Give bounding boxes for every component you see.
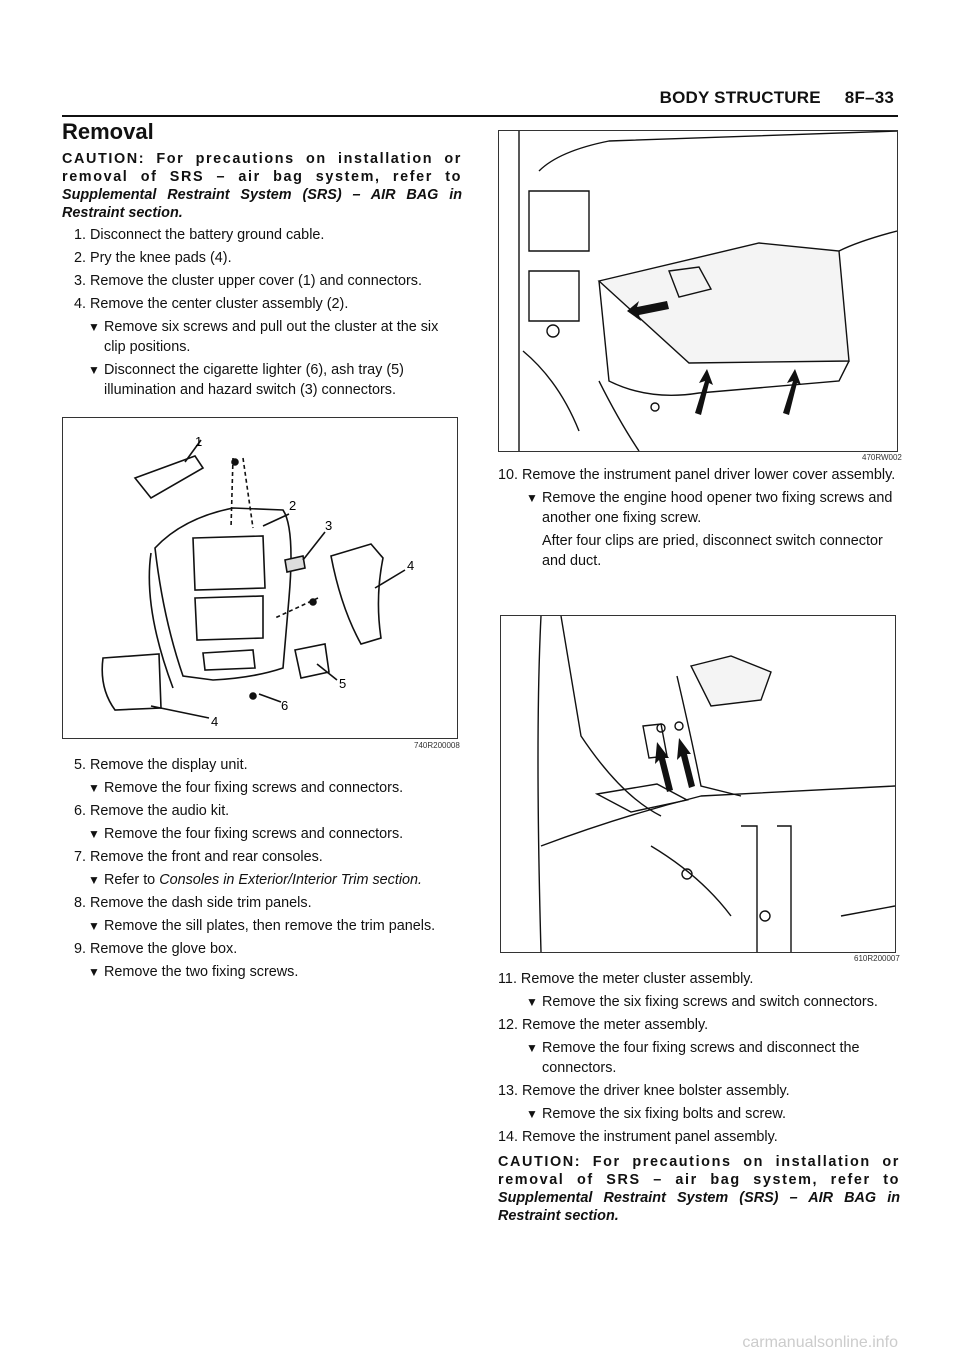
step-11: 11. Remove the meter cluster assembly. bbox=[498, 971, 754, 987]
step-12: 12. Remove the meter assembly. bbox=[498, 1017, 709, 1033]
callout-2: 2 bbox=[289, 498, 297, 513]
watermark: carmanualsonline.info bbox=[742, 1334, 898, 1351]
step-10: 10. Remove the instrument panel driver lower cover assembly. bbox=[498, 467, 896, 483]
step-6: 6. Remove the audio kit. bbox=[74, 803, 230, 819]
callout-4-left: 4 bbox=[211, 714, 219, 729]
page-header bbox=[636, 88, 894, 108]
callout-1: 1 bbox=[195, 434, 203, 449]
page-title: Removal bbox=[62, 119, 154, 144]
right-column-lower bbox=[498, 966, 900, 1225]
callout-6: 6 bbox=[281, 698, 289, 713]
figure-2-code: 470RW002 bbox=[862, 453, 902, 462]
step-10-note: After four clips are pried, disconnect switch connector and duct. bbox=[542, 533, 883, 569]
callout-4-right: 4 bbox=[407, 558, 415, 573]
section-title: BODY STRUCTURE bbox=[659, 88, 821, 107]
left-column-lower bbox=[62, 752, 462, 982]
caution-bottom: CAUTION: For precautions on installation or removal of SRS – air bag system, refer to Supplemental Restraint System (SRS) – AIR BAG in Restraint section. bbox=[498, 1154, 900, 1224]
step-8-sub: ▼ Remove the sill plates, then remove the trim panels. bbox=[62, 916, 462, 936]
figure-3-code: 610R200007 bbox=[854, 954, 900, 963]
step-2: 2. Pry the knee pads (4). bbox=[74, 250, 232, 266]
right-column-upper bbox=[498, 462, 900, 571]
callout-3: 3 bbox=[325, 518, 333, 533]
step-6-sub: ▼ Remove the four fixing screws and connectors. bbox=[62, 824, 462, 844]
step-13-sub: ▼ Remove the six fixing bolts and screw. bbox=[498, 1104, 900, 1124]
figure-glove-box bbox=[498, 130, 898, 452]
step-12-sub: ▼ Remove the four fixing screws and disconnect the connectors. bbox=[498, 1038, 900, 1078]
step-7: 7. Remove the front and rear consoles. bbox=[74, 849, 323, 865]
step-11-sub: ▼ Remove the six fixing screws and switch connectors. bbox=[498, 992, 900, 1012]
step-7-sub: ▼ Refer to Consoles in Exterior/Interior Trim section. bbox=[62, 870, 462, 890]
step-4-sub-2: ▼ Disconnect the cigarette lighter (6), ash tray (5) illumination and hazard switch (3) connectors. bbox=[62, 360, 462, 400]
glove-box-illustration bbox=[499, 131, 897, 451]
step-4-sub-1: ▼ Remove six screws and pull out the cluster at the six clip positions. bbox=[62, 317, 462, 357]
step-8: 8. Remove the dash side trim panels. bbox=[74, 895, 312, 911]
step-9-sub: ▼ Remove the two fixing screws. bbox=[62, 962, 462, 982]
figure-driver-lower-cover bbox=[500, 615, 896, 953]
caution-top: CAUTION: For precautions on installation or removal of SRS – air bag system, refer to Supplemental Restraint System (SRS) – AIR BAG in Restraint section. bbox=[62, 151, 462, 221]
figure-center-cluster bbox=[62, 417, 458, 739]
step-14: 14. Remove the instrument panel assembly. bbox=[498, 1129, 778, 1145]
step-13: 13. Remove the driver knee bolster assembly. bbox=[498, 1083, 790, 1099]
step-1: 1. Disconnect the battery ground cable. bbox=[74, 227, 325, 243]
step-5: 5. Remove the display unit. bbox=[74, 757, 248, 773]
step-10-sub: ▼ Remove the engine hood opener two fixing screws and another one fixing screw. bbox=[498, 488, 900, 528]
center-cluster-illustration bbox=[63, 418, 457, 738]
left-column bbox=[62, 119, 462, 400]
step-3: 3. Remove the cluster upper cover (1) and connectors. bbox=[74, 273, 422, 289]
header-rule bbox=[62, 115, 898, 117]
callout-5: 5 bbox=[339, 676, 347, 691]
step-9: 9. Remove the glove box. bbox=[74, 941, 238, 957]
step-5-sub: ▼ Remove the four fixing screws and connectors. bbox=[62, 778, 462, 798]
driver-lower-cover-illustration bbox=[501, 616, 895, 952]
step-4: 4. Remove the center cluster assembly (2). bbox=[74, 296, 349, 312]
page-number: 8F–33 bbox=[844, 88, 894, 107]
figure-1-code: 740R200008 bbox=[414, 741, 460, 750]
